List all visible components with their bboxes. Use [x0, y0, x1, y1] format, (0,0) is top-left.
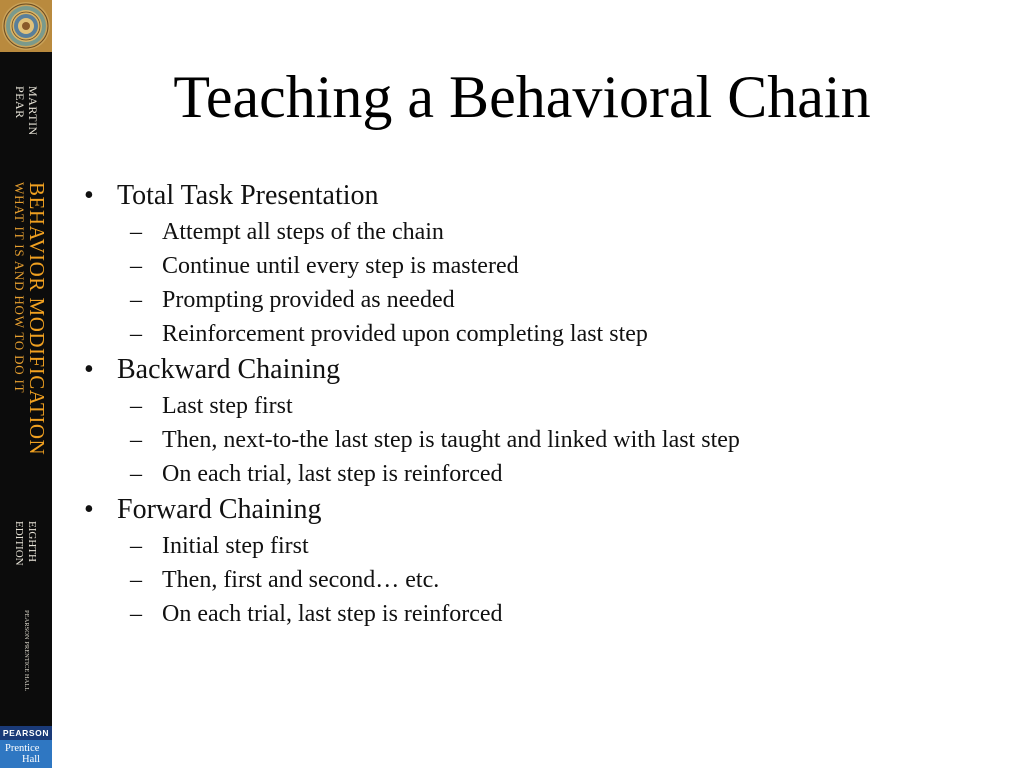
spine-author-martin: MARTIN — [26, 86, 40, 136]
sub-bullet-marker: – — [130, 567, 142, 593]
sub-bullet-text: On each trial, last step is reinforced — [162, 461, 503, 487]
spine-edition-line-2: EDITION — [13, 521, 25, 566]
prentice-hall-line-1: Prentice — [5, 743, 40, 754]
sub-bullet-text: Then, first and second… etc. — [162, 567, 440, 593]
bullet-heading: Total Task Presentation — [117, 180, 379, 211]
sub-bullet-marker: – — [130, 287, 142, 313]
slide-title: Teaching a Behavioral Chain — [173, 64, 871, 130]
spine-title-main: BEHAVIOR MODIFICATION — [25, 182, 49, 456]
sub-bullet-marker: – — [130, 601, 142, 627]
sub-bullet-marker: – — [130, 321, 142, 347]
bullet-marker: • — [84, 180, 94, 211]
sub-bullet-marker: – — [130, 461, 142, 487]
bullet-heading: Forward Chaining — [117, 494, 322, 525]
sub-bullet-text: Last step first — [162, 393, 293, 419]
sub-bullet-text: Attempt all steps of the chain — [162, 219, 444, 245]
bullet-marker: • — [84, 354, 94, 385]
sub-bullet-marker: – — [130, 219, 142, 245]
spine-author-pear: PEAR — [13, 86, 27, 119]
sub-bullet-text: Prompting provided as needed — [162, 287, 455, 313]
sub-bullet-marker: – — [130, 533, 142, 559]
spine-title-subtitle: WHAT IT IS AND HOW TO DO IT — [12, 182, 27, 394]
spine-publisher-name: PEARSON PRENTICE HALL — [23, 610, 30, 692]
sub-bullet-text: Continue until every step is mastered — [162, 253, 519, 279]
sub-bullet-text: Then, next-to-the last step is taught and linked with last step — [162, 427, 740, 453]
spine-edition-line-1: EIGHTH — [26, 521, 38, 562]
sub-bullet-text: On each trial, last step is reinforced — [162, 601, 503, 627]
sub-bullet-marker: – — [130, 253, 142, 279]
bullet-marker: • — [84, 494, 94, 525]
sub-bullet-marker: – — [130, 427, 142, 453]
sub-bullet-marker: – — [130, 393, 142, 419]
prentice-hall-line-2: Hall — [22, 754, 41, 765]
sub-bullet-text: Reinforcement provided upon completing last step — [162, 321, 648, 347]
sub-bullet-text: Initial step first — [162, 533, 309, 559]
bullet-heading: Backward Chaining — [117, 354, 341, 385]
pearson-logo-band: PEARSON — [0, 726, 52, 740]
